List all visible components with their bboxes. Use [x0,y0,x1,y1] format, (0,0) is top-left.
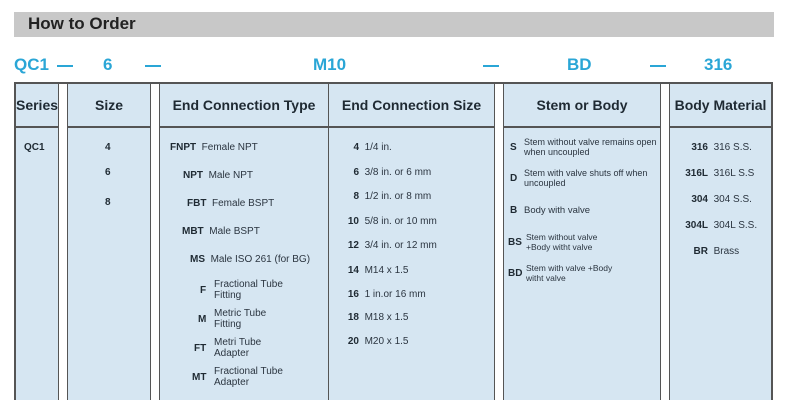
end-size-row [339,216,437,227]
size-value: 8 [105,197,111,208]
material-code: 304 [691,194,708,205]
end-size-row [339,265,408,276]
end-size-header: End Connection Size [329,84,494,128]
stem-desc: Stem without valve +Body witht valve [526,232,598,252]
stem-code: S [510,141,517,153]
material-row [676,194,752,205]
end-type-desc: Metri Tube Adapter [214,337,262,359]
end-type-code: MT [192,371,207,383]
end-size-code: 20 [347,336,359,347]
size-value: 4 [105,142,111,153]
end-type-row [183,170,253,181]
end-type-code: FT [194,342,207,354]
material-desc: Brass [713,246,740,257]
end-size-code: 12 [347,240,359,251]
stem-row [510,168,656,188]
end-size-code: 8 [353,191,359,202]
stem-code: D [510,172,518,184]
material-code: 316 [691,142,708,153]
end-type-code: MS [190,254,205,265]
column-gap [58,84,68,400]
end-type-desc: Fractional Tube Adapter [214,366,283,388]
end-size-row [339,142,392,153]
size-value: 6 [105,167,111,178]
code-material: 316 [704,55,733,74]
stem-header: Stem or Body [504,84,660,128]
stem-code: BS [508,236,522,248]
end-type-row [198,308,284,330]
end-type-code: F [200,284,207,296]
stem-row [508,232,614,252]
end-size-code: 18 [347,312,359,323]
end-type-desc: Male BSPT [209,226,260,237]
stem-desc: Stem with valve shuts off when uncoupled [524,168,648,188]
end-size-row [339,336,408,347]
stem-desc: Stem without valve remains open when uncoupled [524,137,657,157]
material-row [676,220,757,231]
material-row [676,168,754,179]
end-size-desc: M18 x 1.5 [364,312,409,323]
code-stem-or-body: BD [567,55,592,74]
order-table [14,82,773,400]
end-type-code: MBT [182,226,204,237]
end-type-desc: Female NPT [201,142,258,153]
end-size-row [339,240,437,251]
end-type-code: NPT [183,170,203,181]
end-type-row [190,254,310,265]
column-gap [660,84,670,400]
end-size-row [339,191,431,202]
end-type-row [200,279,304,301]
page-title: How to Order [28,14,136,33]
end-size-row [339,167,431,178]
material-column [670,84,771,400]
end-type-code: FNPT [170,142,197,153]
end-type-desc: Fractional Tube Fitting [214,279,283,301]
code-dash [650,65,666,67]
end-type-code: FBT [187,198,207,209]
material-desc: 304 S.S. [713,194,752,205]
title-bar [14,12,774,37]
material-row [676,142,752,153]
order-code-line [0,55,800,79]
size-column [68,84,150,400]
code-size: 6 [103,55,113,74]
stem-code: BD [508,267,523,279]
end-size-desc: 3/4 in. or 12 mm [364,240,437,251]
stem-row [510,137,660,157]
stem-desc: Stem with valve +Body witht valve [526,263,613,283]
stem-code: B [510,205,518,216]
end-size-desc: 1/4 in. [364,142,392,153]
end-type-column [160,84,328,400]
code-series: QC1 [14,55,49,74]
stem-row [508,263,614,283]
series-column [16,84,58,400]
end-size-desc: 1 in.or 16 mm [364,289,426,300]
end-type-desc: Metric Tube Fitting [214,308,267,330]
end-size-code: 4 [353,142,359,153]
end-size-code: 14 [347,265,359,276]
material-desc: 304L S.S. [713,220,758,231]
end-type-desc: Male NPT [208,170,254,181]
end-size-code: 10 [347,216,359,227]
column-gap [494,84,504,400]
end-size-code: 16 [347,289,359,300]
end-type-desc: Male ISO 261 (for BG) [210,254,311,265]
code-dash [145,65,161,67]
end-type-code: M [198,313,207,325]
end-size-code: 6 [353,167,359,178]
material-code: 316L [685,168,708,179]
end-type-row [170,142,258,153]
end-size-desc: M14 x 1.5 [364,265,409,276]
series-header: Series [16,84,58,128]
stem-desc: Body with valve [524,205,591,216]
end-type-row [182,226,260,237]
end-type-desc: Female BSPT [212,198,275,209]
material-row [676,246,739,257]
end-type-row [187,198,274,209]
end-size-row [339,312,408,323]
series-value: QC1 [24,142,45,153]
end-size-column [329,84,494,400]
stem-row [510,205,654,216]
material-header: Body Material [670,84,771,128]
material-desc: 316L S.S [713,168,755,179]
code-dash [483,65,499,67]
end-size-desc: 5/8 in. or 10 mm [364,216,437,227]
column-gap [150,84,160,400]
code-end-connection: M10 [313,55,347,74]
end-type-header: End Connection Type [160,84,328,128]
end-size-desc: M20 x 1.5 [364,336,409,347]
material-code: 304L [685,220,708,231]
end-size-row [339,289,426,300]
end-size-desc: 3/8 in. or 6 mm [364,167,432,178]
stem-column [504,84,660,400]
size-header: Size [68,84,150,128]
material-code: BR [693,246,708,257]
material-desc: 316 S.S. [713,142,752,153]
end-size-desc: 1/2 in. or 8 mm [364,191,432,202]
code-dash [57,65,73,67]
end-type-row [192,366,304,388]
end-type-row [194,337,284,359]
